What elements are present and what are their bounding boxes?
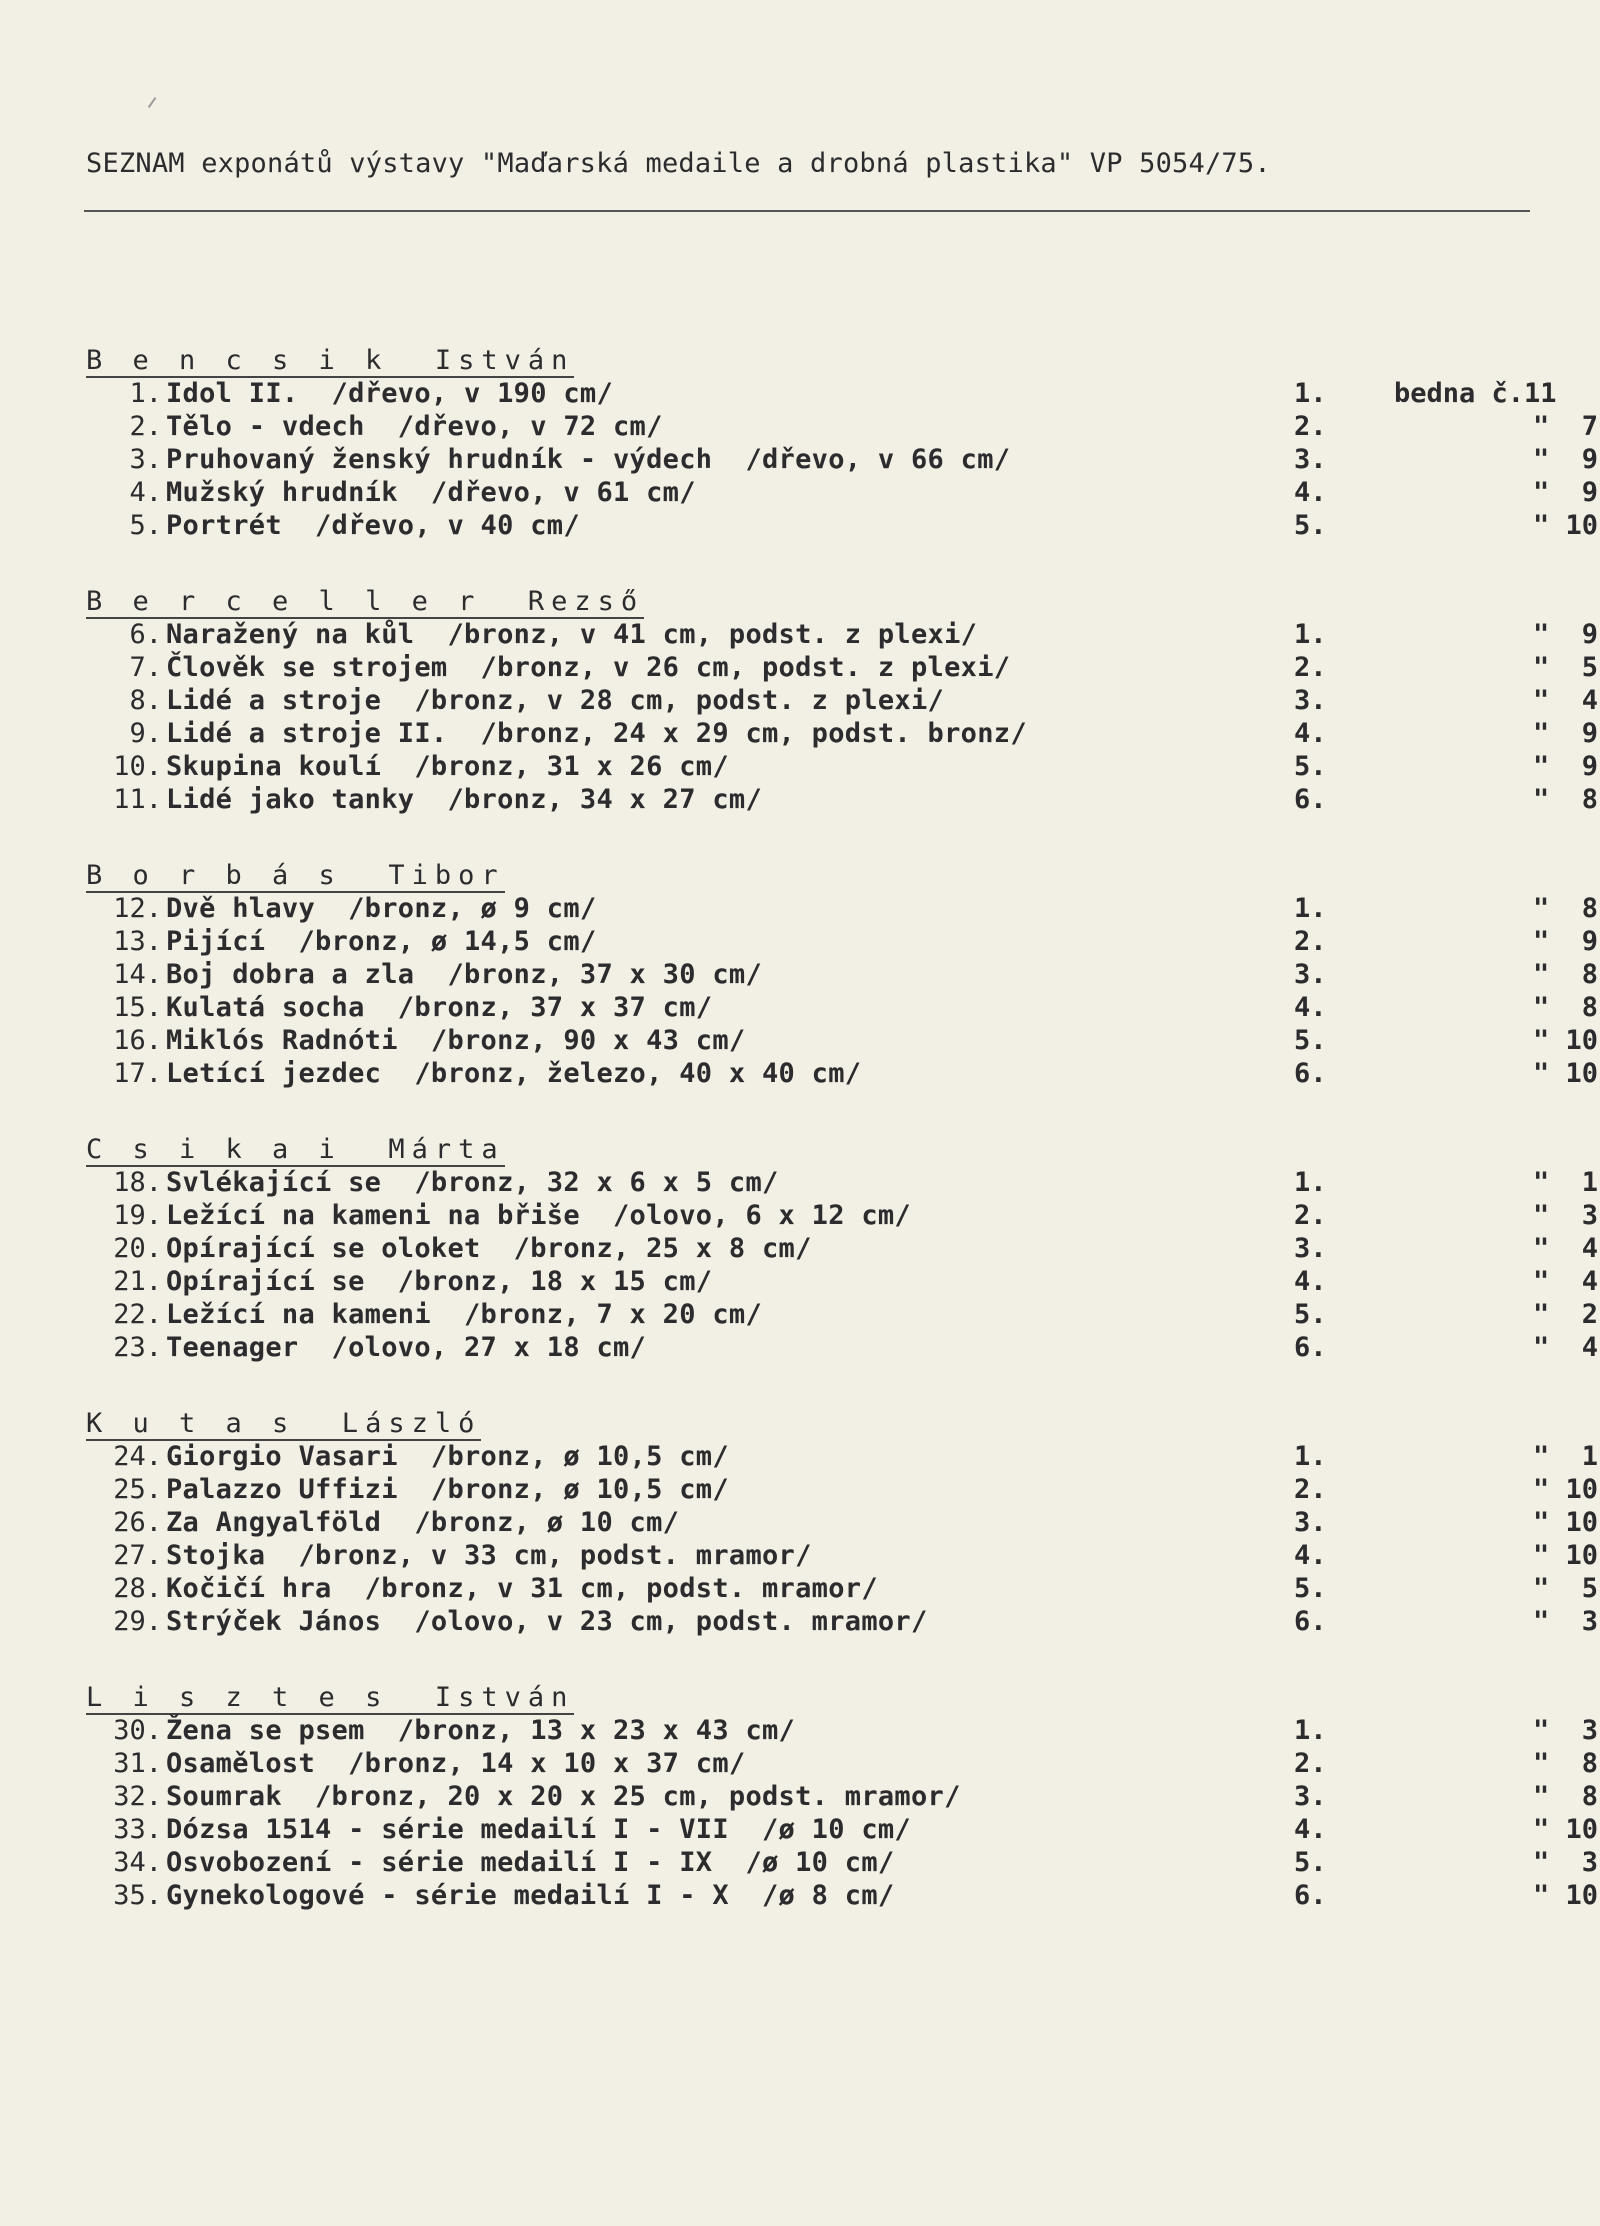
exhibit-number: 23. — [113, 1332, 162, 1363]
artist-heading — [86, 1133, 1586, 1166]
position-number: 3. — [1294, 1233, 1327, 1264]
exhibit-row — [86, 1331, 1598, 1364]
exhibit-row — [86, 1298, 1598, 1331]
crate-number: " 1 — [1532, 1441, 1598, 1472]
position-number: 3. — [1294, 444, 1327, 475]
crate-number: " 9 — [1532, 751, 1598, 782]
position-number: 1. — [1294, 1441, 1327, 1472]
exhibit-row — [86, 892, 1598, 925]
exhibit-number: 17. — [113, 1058, 162, 1089]
title-rule — [84, 210, 1530, 212]
exhibit-number: 1. — [129, 378, 162, 409]
crate-number: " 8 — [1532, 992, 1598, 1023]
exhibit-description: Lidé jako tanky /bronz, 34 x 27 cm/ — [166, 784, 762, 815]
exhibit-description: Lidé a stroje /bronz, v 28 cm, podst. z plexi/ — [166, 685, 945, 716]
exhibit-row — [86, 925, 1598, 958]
exhibit-row — [86, 1057, 1598, 1090]
exhibit-number: 6. — [129, 619, 162, 650]
exhibit-description: Idol II. /dřevo, v 190 cm/ — [166, 378, 613, 409]
exhibit-description: Člověk se strojem /bronz, v 26 cm, podst. z plexi/ — [166, 652, 1011, 683]
crate-number: " 9 — [1532, 619, 1598, 650]
crate-number: " 9 — [1532, 444, 1598, 475]
exhibit-number: 26. — [113, 1507, 162, 1538]
position-number: 1. — [1294, 619, 1327, 650]
crate-number: " 8 — [1532, 1748, 1598, 1779]
exhibit-description: Osvobození - série medailí I - IX /ø 10 cm/ — [166, 1847, 895, 1878]
exhibit-description: Za Angyalföld /bronz, ø 10 cm/ — [166, 1507, 680, 1538]
exhibit-row — [86, 1714, 1598, 1747]
crate-number: " 9 — [1532, 477, 1598, 508]
position-number: 2. — [1294, 411, 1327, 442]
exhibit-number: 3. — [129, 444, 162, 475]
pencil-mark — [148, 97, 166, 115]
exhibit-description: Skupina koulí /bronz, 31 x 26 cm/ — [166, 751, 729, 782]
crate-number: " 9 — [1532, 718, 1598, 749]
crate-number: " 7 — [1532, 411, 1598, 442]
exhibit-number: 21. — [113, 1266, 162, 1297]
position-number: 6. — [1294, 784, 1327, 815]
crate-number: " 8 — [1532, 893, 1598, 924]
exhibit-number: 29. — [113, 1606, 162, 1637]
position-number: 5. — [1294, 1299, 1327, 1330]
position-number: 5. — [1294, 1025, 1327, 1056]
position-number: 4. — [1294, 1814, 1327, 1845]
exhibit-description: Letící jezdec /bronz, železo, 40 x 40 cm/ — [166, 1058, 862, 1089]
crate-number: " 8 — [1532, 784, 1598, 815]
exhibit-number: 28. — [113, 1573, 162, 1604]
exhibit-description: Kulatá socha /bronz, 37 x 37 cm/ — [166, 992, 713, 1023]
position-number: 6. — [1294, 1606, 1327, 1637]
crate-number: bedna č.11 — [1394, 378, 1557, 409]
exhibit-row — [86, 1024, 1598, 1057]
artist-name: B o r b á s Tibor — [86, 860, 505, 891]
exhibit-number: 33. — [113, 1814, 162, 1845]
exhibit-description: Portrét /dřevo, v 40 cm/ — [166, 510, 580, 541]
exhibit-description: Miklós Radnóti /bronz, 90 x 43 cm/ — [166, 1025, 746, 1056]
position-number: 4. — [1294, 992, 1327, 1023]
crate-number: " 2 — [1532, 1299, 1598, 1330]
exhibit-row — [86, 377, 1586, 410]
exhibit-description: Dózsa 1514 - série medailí I - VII /ø 10 cm/ — [166, 1814, 911, 1845]
exhibit-description: Osamělost /bronz, 14 x 10 x 37 cm/ — [166, 1748, 746, 1779]
exhibit-description: Opírající se /bronz, 18 x 15 cm/ — [166, 1266, 713, 1297]
position-number: 3. — [1294, 1781, 1327, 1812]
exhibit-row — [86, 684, 1598, 717]
exhibit-row — [86, 1539, 1598, 1572]
exhibit-description: Opírající se oloket /bronz, 25 x 8 cm/ — [166, 1233, 812, 1264]
artist-section — [86, 1133, 1598, 1364]
exhibit-number: 35. — [113, 1880, 162, 1911]
exhibit-row — [86, 1813, 1598, 1846]
artist-section — [86, 585, 1598, 816]
exhibit-number: 31. — [113, 1748, 162, 1779]
exhibit-number: 9. — [129, 718, 162, 749]
exhibit-number: 4. — [129, 477, 162, 508]
exhibit-description: Svlékající se /bronz, 32 x 6 x 5 cm/ — [166, 1167, 779, 1198]
exhibit-description: Pijící /bronz, ø 14,5 cm/ — [166, 926, 597, 957]
exhibit-description: Ležící na kameni /bronz, 7 x 20 cm/ — [166, 1299, 762, 1330]
artist-name: L i s z t e s István — [86, 1682, 575, 1713]
exhibit-description: Soumrak /bronz, 20 x 20 x 25 cm, podst. mramor/ — [166, 1781, 961, 1812]
exhibit-number: 34. — [113, 1847, 162, 1878]
position-number: 5. — [1294, 1847, 1327, 1878]
exhibit-row — [86, 443, 1598, 476]
position-number: 6. — [1294, 1880, 1327, 1911]
exhibit-number: 15. — [113, 992, 162, 1023]
exhibit-description: Palazzo Uffizi /bronz, ø 10,5 cm/ — [166, 1474, 729, 1505]
artist-section — [86, 859, 1598, 1090]
crate-number: " 10 — [1532, 510, 1598, 541]
exhibit-description: Giorgio Vasari /bronz, ø 10,5 cm/ — [166, 1441, 729, 1472]
exhibit-description: Strýček János /olovo, v 23 cm, podst. mramor/ — [166, 1606, 928, 1637]
exhibit-number: 25. — [113, 1474, 162, 1505]
artist-section — [86, 1407, 1598, 1638]
exhibit-number: 27. — [113, 1540, 162, 1571]
exhibit-row — [86, 1572, 1598, 1605]
position-number: 5. — [1294, 1573, 1327, 1604]
crate-number: " 10 — [1532, 1025, 1598, 1056]
exhibit-row — [86, 1846, 1598, 1879]
artist-name: K u t a s László — [86, 1408, 482, 1439]
exhibit-description: Dvě hlavy /bronz, ø 9 cm/ — [166, 893, 597, 924]
crate-number: " 9 — [1532, 926, 1598, 957]
exhibit-description: Teenager /olovo, 27 x 18 cm/ — [166, 1332, 647, 1363]
artist-section — [86, 344, 1598, 542]
exhibit-number: 18. — [113, 1167, 162, 1198]
position-number: 3. — [1294, 959, 1327, 990]
position-number: 3. — [1294, 1507, 1327, 1538]
exhibit-row — [86, 1199, 1598, 1232]
position-number: 4. — [1294, 477, 1327, 508]
exhibit-description: Gynekologové - série medailí I - X /ø 8 cm/ — [166, 1880, 895, 1911]
position-number: 1. — [1294, 893, 1327, 924]
position-number: 2. — [1294, 1200, 1327, 1231]
exhibit-row — [86, 618, 1598, 651]
exhibit-description: Naražený na kůl /bronz, v 41 cm, podst. z plexi/ — [166, 619, 978, 650]
exhibit-row — [86, 509, 1598, 542]
crate-number: " 8 — [1532, 1781, 1598, 1812]
exhibit-row — [86, 1166, 1598, 1199]
crate-number: " 1 — [1532, 1167, 1598, 1198]
crate-number: " 4 — [1532, 1233, 1598, 1264]
crate-number: " 3 — [1532, 1606, 1598, 1637]
exhibit-row — [86, 958, 1598, 991]
position-number: 2. — [1294, 652, 1327, 683]
artist-name: B e r c e l l e r Rezső — [86, 586, 645, 617]
position-number: 5. — [1294, 751, 1327, 782]
crate-number: " 10 — [1532, 1507, 1598, 1538]
crate-number: " 5 — [1532, 1573, 1598, 1604]
exhibit-number: 30. — [113, 1715, 162, 1746]
exhibit-number: 2. — [129, 411, 162, 442]
exhibit-row — [86, 1780, 1598, 1813]
exhibit-row — [86, 1879, 1598, 1912]
exhibit-description: Pruhovaný ženský hrudník - výdech /dřevo, v 66 cm/ — [166, 444, 1011, 475]
artist-section — [86, 1681, 1598, 1912]
position-number: 6. — [1294, 1058, 1327, 1089]
exhibit-row — [86, 1265, 1598, 1298]
crate-number: " 4 — [1532, 1266, 1598, 1297]
artist-heading — [86, 859, 1586, 892]
artist-heading — [86, 585, 1586, 618]
exhibit-description: Mužský hrudník /dřevo, v 61 cm/ — [166, 477, 696, 508]
crate-number: " 10 — [1532, 1540, 1598, 1571]
exhibit-number: 5. — [129, 510, 162, 541]
position-number: 2. — [1294, 1748, 1327, 1779]
exhibit-row — [86, 476, 1598, 509]
exhibit-row — [86, 1605, 1598, 1638]
position-number: 3. — [1294, 685, 1327, 716]
artist-heading — [86, 1681, 1586, 1714]
exhibit-description: Lidé a stroje II. /bronz, 24 x 29 cm, podst. bronz/ — [166, 718, 1027, 749]
document-title: SEZNAM exponátů výstavy "Maďarská medaile a drobná plastika" VP 5054/75. — [86, 148, 1271, 179]
position-number: 4. — [1294, 718, 1327, 749]
exhibit-row — [86, 1440, 1598, 1473]
exhibit-row — [86, 1473, 1598, 1506]
exhibit-description: Ležící na kameni na břiše /olovo, 6 x 12 cm/ — [166, 1200, 911, 1231]
exhibit-number: 8. — [129, 685, 162, 716]
position-number: 2. — [1294, 1474, 1327, 1505]
exhibit-description: Tělo - vdech /dřevo, v 72 cm/ — [166, 411, 663, 442]
exhibit-row — [86, 783, 1598, 816]
crate-number: " 8 — [1532, 959, 1598, 990]
exhibit-description: Žena se psem /bronz, 13 x 23 x 43 cm/ — [166, 1715, 796, 1746]
artist-heading — [86, 344, 1586, 377]
position-number: 4. — [1294, 1540, 1327, 1571]
exhibit-number: 11. — [113, 784, 162, 815]
exhibit-number: 22. — [113, 1299, 162, 1330]
exhibit-description: Boj dobra a zla /bronz, 37 x 30 cm/ — [166, 959, 762, 990]
position-number: 5. — [1294, 510, 1327, 541]
crate-number: " 5 — [1532, 652, 1598, 683]
exhibit-row — [86, 717, 1598, 750]
crate-number: " 3 — [1532, 1847, 1598, 1878]
exhibit-row — [86, 651, 1598, 684]
crate-number: " 10 — [1532, 1058, 1598, 1089]
crate-number: " 10 — [1532, 1814, 1598, 1845]
position-number: 6. — [1294, 1332, 1327, 1363]
exhibit-number: 24. — [113, 1441, 162, 1472]
exhibit-number: 10. — [113, 751, 162, 782]
exhibit-number: 14. — [113, 959, 162, 990]
exhibit-list — [86, 344, 1598, 1955]
exhibit-row — [86, 1506, 1598, 1539]
position-number: 1. — [1294, 378, 1327, 409]
exhibit-description: Kočičí hra /bronz, v 31 cm, podst. mramor/ — [166, 1573, 878, 1604]
crate-number: " 4 — [1532, 1332, 1598, 1363]
exhibit-row — [86, 410, 1598, 443]
position-number: 1. — [1294, 1715, 1327, 1746]
crate-number: " 10 — [1532, 1474, 1598, 1505]
artist-name: C s i k a i Márta — [86, 1134, 505, 1165]
position-number: 2. — [1294, 926, 1327, 957]
position-number: 4. — [1294, 1266, 1327, 1297]
artist-heading — [86, 1407, 1586, 1440]
crate-number: " 3 — [1532, 1200, 1598, 1231]
exhibit-row — [86, 991, 1598, 1024]
crate-number: " 10 — [1532, 1880, 1598, 1911]
crate-number: " 4 — [1532, 685, 1598, 716]
exhibit-number: 12. — [113, 893, 162, 924]
exhibit-row — [86, 1232, 1598, 1265]
exhibit-row — [86, 1747, 1598, 1780]
exhibit-row — [86, 750, 1598, 783]
exhibit-number: 32. — [113, 1781, 162, 1812]
exhibit-number: 13. — [113, 926, 162, 957]
crate-number: " 3 — [1532, 1715, 1598, 1746]
exhibit-number: 7. — [129, 652, 162, 683]
exhibit-number: 19. — [113, 1200, 162, 1231]
artist-name: B e n c s i k István — [86, 345, 575, 376]
exhibit-number: 16. — [113, 1025, 162, 1056]
exhibit-description: Stojka /bronz, v 33 cm, podst. mramor/ — [166, 1540, 812, 1571]
exhibit-number: 20. — [113, 1233, 162, 1264]
position-number: 1. — [1294, 1167, 1327, 1198]
